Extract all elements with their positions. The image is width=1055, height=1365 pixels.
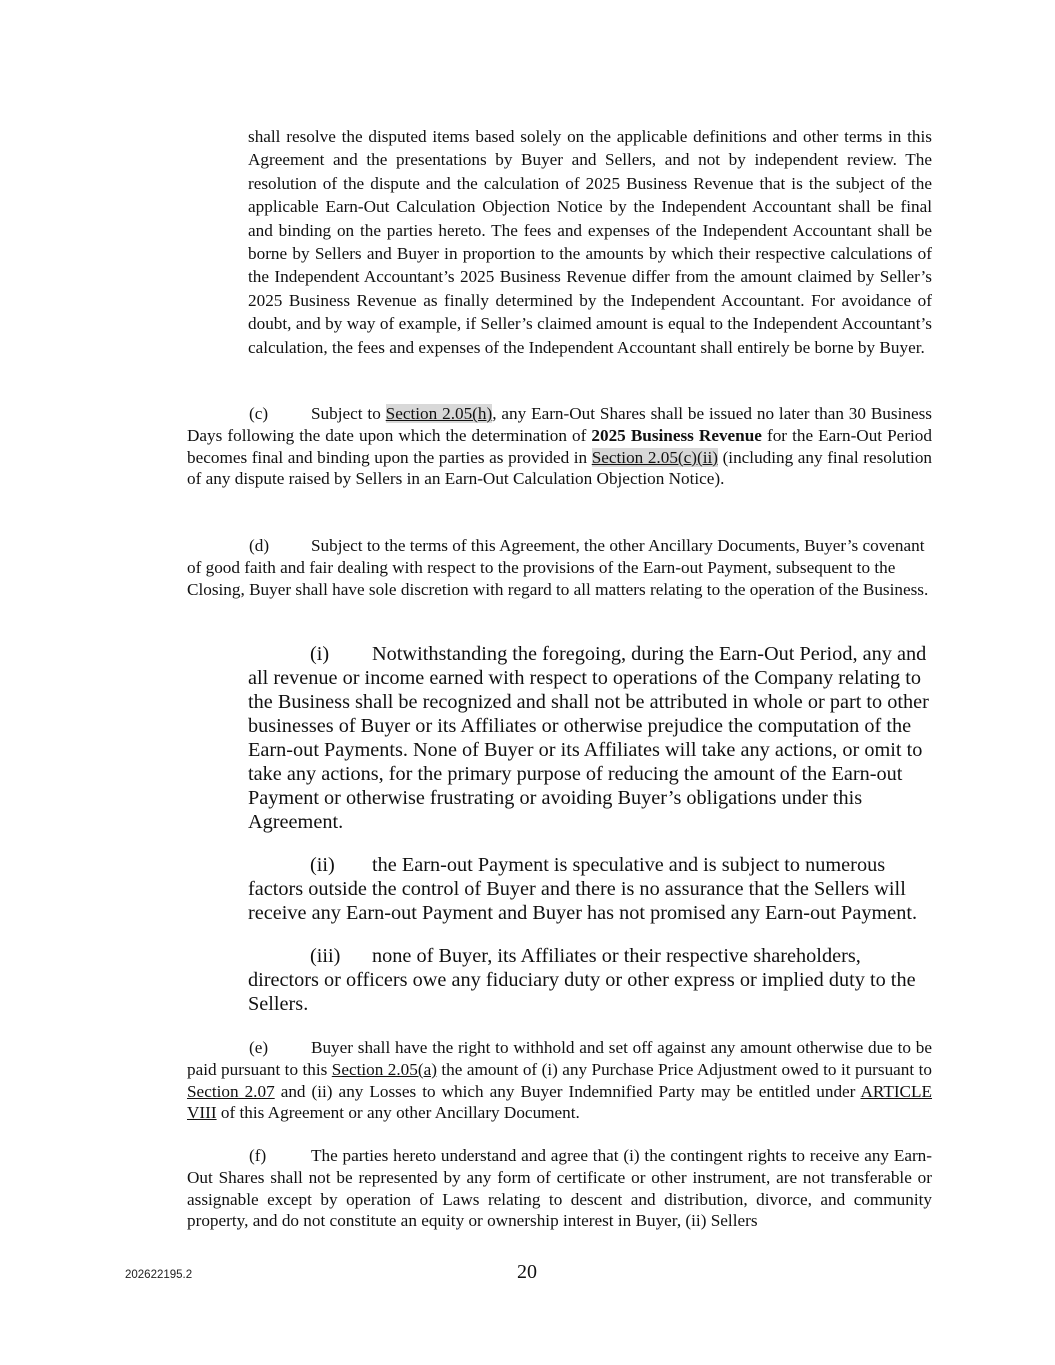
paragraph-text: The parties hereto understand and agree that (i) the contingent rights to receive any Earn-Out Shares shall not be represented by any form of certificate or other instrument, are not transferable or assignable except by operation of Laws relating to descent and distribution, divorce, and community property, and do not constitute an equity or ownership interest in Buyer, (ii) Sellers	[187, 1146, 932, 1231]
paragraph-text: the amount of (i) any Purchase Price Adjustment owed to it pursuant to	[436, 1059, 932, 1079]
paragraph-text: shall resolve the disputed items based solely on the applicable definitions and other terms in this Agreement and the presentations by Buyer and Sellers, and not by independent review. The resolution of the dispute and the calculation of 2025 Business Revenue that is the subject of the applicable Earn-Out Calculation Objection Notice by the Independent Accountant shall be final and binding on the parties hereto. The fees and expenses of the Independent Accountant shall be borne by Sellers and Buyer in proportion to the amounts by which their respective calculations of the Independent Accountant’s 2025 Business Revenue differ from the amount claimed by Seller’s 2025 Business Revenue as finally determined by the Independent Accountant. For avoidance of doubt, and by way of example, if Seller’s claimed amount is equal to the Independent Accountant’s calculation, the fees and expenses of the Independent Accountant shall entirely be borne by Buyer.	[248, 127, 932, 357]
paragraph-text: of this Agreement or any other Ancillary Document.	[216, 1103, 580, 1123]
cross-reference-link[interactable]: Section 2.07	[187, 1081, 275, 1101]
bold-term: 2025 Business Revenue	[591, 425, 762, 445]
paragraph-text: for the Earn-Out Period becomes final and binding upon the parties as provided in	[187, 425, 932, 467]
cross-reference-link[interactable]: Section 2.05(h)	[385, 404, 493, 423]
paragraph-text: Notwithstanding the foregoing, during the Earn-Out Period, any and all revenue or income earned with respect to operations of the Company relating to the Business shall be recognized and shall not be attributed in whole or part to other businesses of Buyer or its Affiliates or otherwise prejudice the computation of the Earn-out Payments. None of Buyer or its Affiliates will take any actions, or omit to take any actions, for the primary purpose of reducing the amount of the Earn-out Payment or otherwise frustrating or avoiding Buyer’s obligations under this Agreement.	[248, 643, 929, 833]
paragraph-c	[187, 403, 932, 490]
paragraph-text: , any Earn-Out Shares shall be issued no later than 30 Business Days following the date upon which the determination of	[187, 404, 932, 445]
cross-reference-link[interactable]: Section 2.05(c)(ii)	[591, 447, 718, 467]
paragraph-label: (c)	[249, 404, 269, 423]
paragraph-label: (i)	[310, 643, 330, 665]
paragraph-text: Buyer shall have the right to withhold and set off against any amount otherwise due to be paid pursuant to this	[187, 1038, 932, 1079]
paragraph-e	[187, 1037, 932, 1124]
paragraph-d	[187, 535, 932, 600]
paragraph-iii	[248, 944, 934, 1016]
paragraph-text: Subject to the terms of this Agreement, the other Ancillary Documents, Buyer’s covenant of good faith and fair dealing with respect to the provisions of the Earn-out Payment, subsequent to the Closing, Buyer shall have sole discretion with regard to all matters relating to the operation of the Business.	[187, 536, 929, 599]
page-number: 20	[517, 1261, 537, 1283]
paragraph-i	[248, 642, 934, 834]
cross-reference-link[interactable]: ARTICLE VIII	[187, 1081, 933, 1123]
paragraph-label: (ii)	[310, 854, 335, 876]
paragraph-text: and (ii) any Losses to which any Buyer Indemnified Party may be entitled under	[274, 1081, 861, 1101]
paragraph-text: the Earn-out Payment is speculative and is subject to numerous factors outside the control of Buyer and there is no assurance that the Sellers will receive any Earn-out Payment and Buyer has not promised any Earn-out Payment.	[248, 854, 918, 924]
paragraph-text: (including any final resolution of any dispute raised by Sellers in an Earn-Out Calculation Objection Notice).	[187, 447, 933, 489]
paragraph-label: (e)	[249, 1038, 269, 1057]
paragraph-text: none of Buyer, its Affiliates or their respective shareholders, directors or officers owe any fiduciary duty or other express or implied duty to the Sellers.	[248, 945, 916, 1015]
document-id: 202622195.2	[125, 1269, 193, 1281]
paragraph-ii	[248, 853, 938, 925]
paragraph-f	[187, 1145, 932, 1232]
paragraph-continuation	[248, 125, 932, 359]
cross-reference-link[interactable]: Section 2.05(a)	[331, 1059, 437, 1079]
paragraph-text: Subject to	[311, 404, 386, 423]
paragraph-label: (iii)	[310, 945, 341, 967]
paragraph-label: (f)	[249, 1146, 267, 1165]
paragraph-label: (d)	[249, 536, 270, 555]
